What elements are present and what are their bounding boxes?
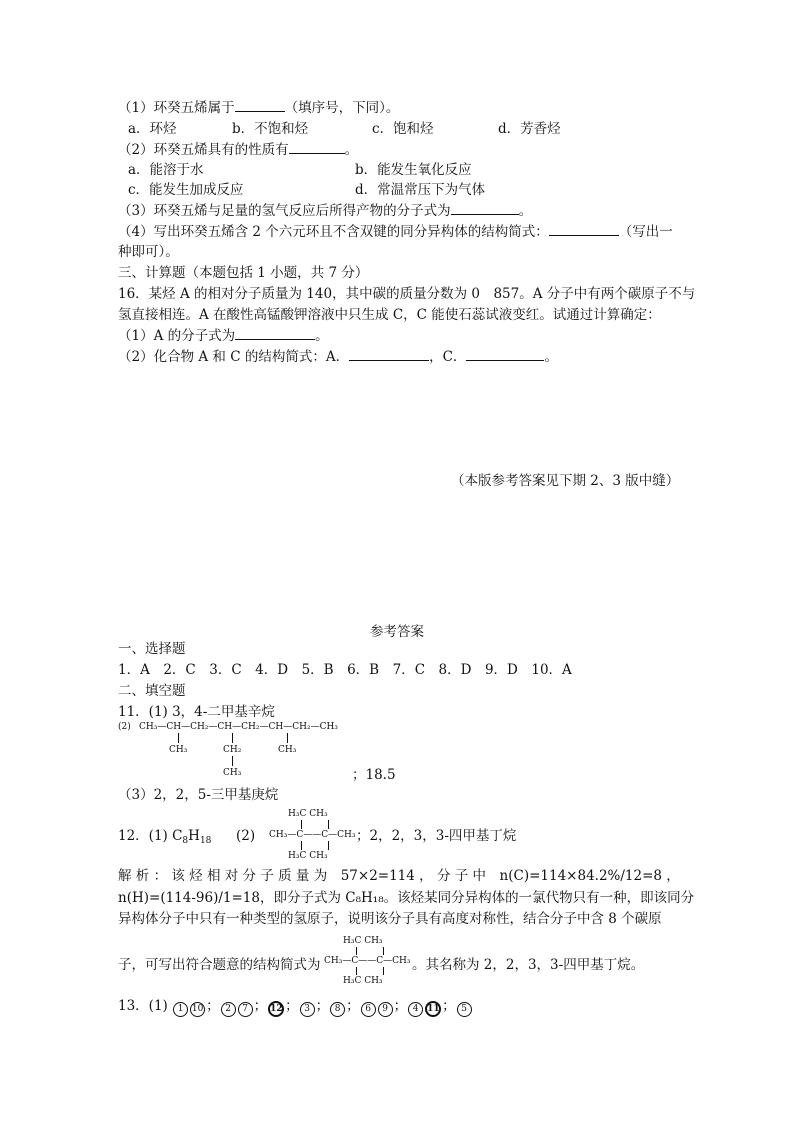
q16-part1	[118, 326, 329, 346]
bond-line	[356, 947, 357, 955]
structure-middle: CH₃—C——C—CH₃	[269, 830, 356, 840]
structure-main-chain: CH₃—CH—CH₂—CH—CH₂—CH—CH₂—CH₃	[139, 722, 338, 732]
circled-number: 5	[457, 1002, 472, 1017]
answer-13	[118, 996, 473, 1017]
bond-line	[328, 820, 329, 829]
q16-line1: 16．某烃 A 的相对分子质量为 140，其中碳的质量分数为 0 857。A 分子中有两个碳原子不与	[118, 286, 696, 302]
explanation-line4-tail: 。其名称为 2，2，3，3-四甲基丁烷。	[412, 957, 645, 973]
option-d: d．常温常压下为气体	[355, 182, 486, 198]
q15-part3-tail: 。	[518, 203, 533, 219]
answer-13-label: 13．(1)	[118, 998, 168, 1014]
structure-middle: CH₃—C——C—CH₃	[324, 956, 411, 966]
structure-branch-1: CH₃	[169, 745, 188, 755]
bond-line	[301, 820, 302, 829]
option-c: c．能发生加成反应	[128, 182, 244, 198]
bond-line	[178, 733, 179, 743]
answer-12-1	[118, 826, 211, 846]
answers-choices: 1．A 2．C 3．C 4．D 5．B 6．B 7．C 8．D 9．D 10．A	[118, 662, 572, 678]
circled-number: 1	[173, 1002, 188, 1017]
answer-12-h: H	[188, 828, 200, 844]
answer-12-name: ；2，2，3，3-四甲基丁烷	[356, 828, 517, 844]
q15-part2	[118, 140, 358, 160]
answer-blank[interactable]	[466, 347, 544, 361]
structure-top: H₃C CH₃	[288, 809, 328, 819]
option-a: a．环烃	[128, 121, 177, 137]
q15-part2-tail: 。	[344, 142, 359, 158]
answers-section-fill: 二、填空题	[118, 683, 186, 699]
bond-line	[301, 841, 302, 850]
section-heading-calc: 三、计算题（本题包括 1 小题，共 7 分）	[118, 265, 369, 281]
structure-branch-3: CH₃	[278, 745, 297, 755]
option-b: b．能发生氧化反应	[355, 162, 472, 178]
q16-line2: 氢直接相连。A 在酸性高锰酸钾溶液中只生成 C，C 能使石蕊试液变红。试通过计算确定：	[118, 307, 661, 323]
option-a: a．能溶于水	[128, 162, 204, 178]
q15-part4-line2: 种即可）。	[118, 244, 179, 260]
answer-blank[interactable]	[451, 201, 519, 215]
answer-blank[interactable]	[235, 326, 315, 340]
structure-bottom: H₃C CH₃	[343, 976, 383, 986]
separator: ；	[206, 998, 220, 1014]
circled-number: 6	[361, 1002, 376, 1017]
answer-12-2-label: (2)	[236, 828, 256, 844]
q16-part2-text: （2）化合物 A 和 C 的结构简式：A．	[118, 349, 350, 365]
option-c: c．饱和烃	[372, 121, 434, 137]
explanation-line3: 异构体分子中只有一种类型的氢原子，说明该分子具有高度对称性，结合分子中含 8 个碳原	[118, 911, 662, 927]
q15-part4	[118, 222, 673, 242]
q16-part1-tail: 。	[315, 328, 329, 344]
circled-number: 4	[408, 1002, 423, 1017]
circled-number: 2	[221, 1002, 236, 1017]
separator: ；	[442, 998, 456, 1014]
answer-blank[interactable]	[289, 140, 345, 154]
answer-blank[interactable]	[349, 347, 429, 361]
separator: ；	[285, 998, 299, 1014]
circled-number: 10	[190, 1002, 205, 1017]
circled-number: 7	[238, 1002, 253, 1017]
separator: ；	[315, 998, 330, 1014]
answer-blank[interactable]	[549, 222, 619, 236]
bond-line	[287, 733, 288, 743]
q15-part4-tail: （写出一	[618, 224, 673, 240]
bond-line	[356, 967, 357, 975]
separator: ；	[253, 998, 268, 1014]
q16-part2-tail: 。	[544, 349, 558, 365]
circled-number: 11	[425, 1001, 441, 1017]
subscript: 8	[182, 836, 189, 846]
option-d: d．芳香烃	[498, 121, 561, 137]
circled-number: 3	[300, 1002, 315, 1017]
q15-part3	[118, 201, 532, 221]
structure-top: H₃C CH₃	[343, 936, 383, 946]
explanation-line1: 解 析 ： 该 烃 相 对 分 子 质 量 为 57×2=114 ， 分 子 中 n(C)=114×84.2%/12=8 ，	[118, 868, 680, 884]
q15-part1	[118, 98, 399, 118]
q16-part1-text: （1）A 的分子式为	[118, 328, 236, 344]
bond-line	[383, 967, 384, 975]
structure-bottom: H₃C CH₃	[288, 851, 328, 861]
answer-13-groups	[172, 998, 473, 1014]
answer-11-1: 11．(1) 3，4-二甲基辛烷	[118, 704, 275, 720]
answer-12-label: 12．(1) C	[118, 828, 183, 844]
structure-branch-2: CH₂	[223, 745, 242, 755]
explanation-line4-head: 子，可写出符合题意的结构简式为	[118, 957, 321, 973]
bond-line	[328, 841, 329, 850]
q16-part2-mid: ，C．	[429, 349, 467, 365]
separator: ；	[346, 998, 360, 1014]
q15-part1-tail: （填序号，下同）。	[284, 100, 400, 116]
option-b: b．不饱和烃	[232, 121, 309, 137]
explanation-line2: n(H)=(114-96)/1=18，即分子式为 C₈H₁₈。该烃某同分异构体的一氯代物只有一种，即该同分	[118, 890, 695, 906]
q15-part2-text: （2）环癸五烯具有的性质有	[118, 142, 289, 158]
q15-part1-text: （1）环癸五烯属于	[118, 100, 235, 116]
structure-branch-2b: CH₃	[223, 768, 242, 778]
bond-line	[232, 756, 233, 766]
answers-title: 参考答案	[370, 624, 424, 640]
answer-11-2-value: ；18.5	[352, 767, 396, 783]
circled-number: 8	[330, 1002, 345, 1017]
circled-number: 9	[378, 1002, 393, 1017]
circled-number: 12	[268, 1001, 284, 1017]
separator: ；	[393, 998, 408, 1014]
q15-part3-text: （3）环癸五烯与足量的氢气反应后所得产物的分子式为	[118, 203, 451, 219]
subscript: 18	[199, 836, 212, 846]
answer-11-2-label: (2)	[118, 722, 131, 732]
bond-line	[383, 947, 384, 955]
answer-11-3: （3）2，2，5-三甲基庚烷	[118, 787, 279, 803]
q15-part4-text: （4）写出环癸五烯含 2 个六元环且不含双键的同分异构体的结构简式：	[118, 224, 549, 240]
answers-section-choice: 一、选择题	[118, 641, 186, 657]
answer-note: （本版参考答案见下期 2、3 版中缝）	[451, 473, 680, 489]
bond-line	[232, 733, 233, 743]
answer-blank[interactable]	[235, 98, 285, 112]
q16-part2	[118, 347, 558, 367]
